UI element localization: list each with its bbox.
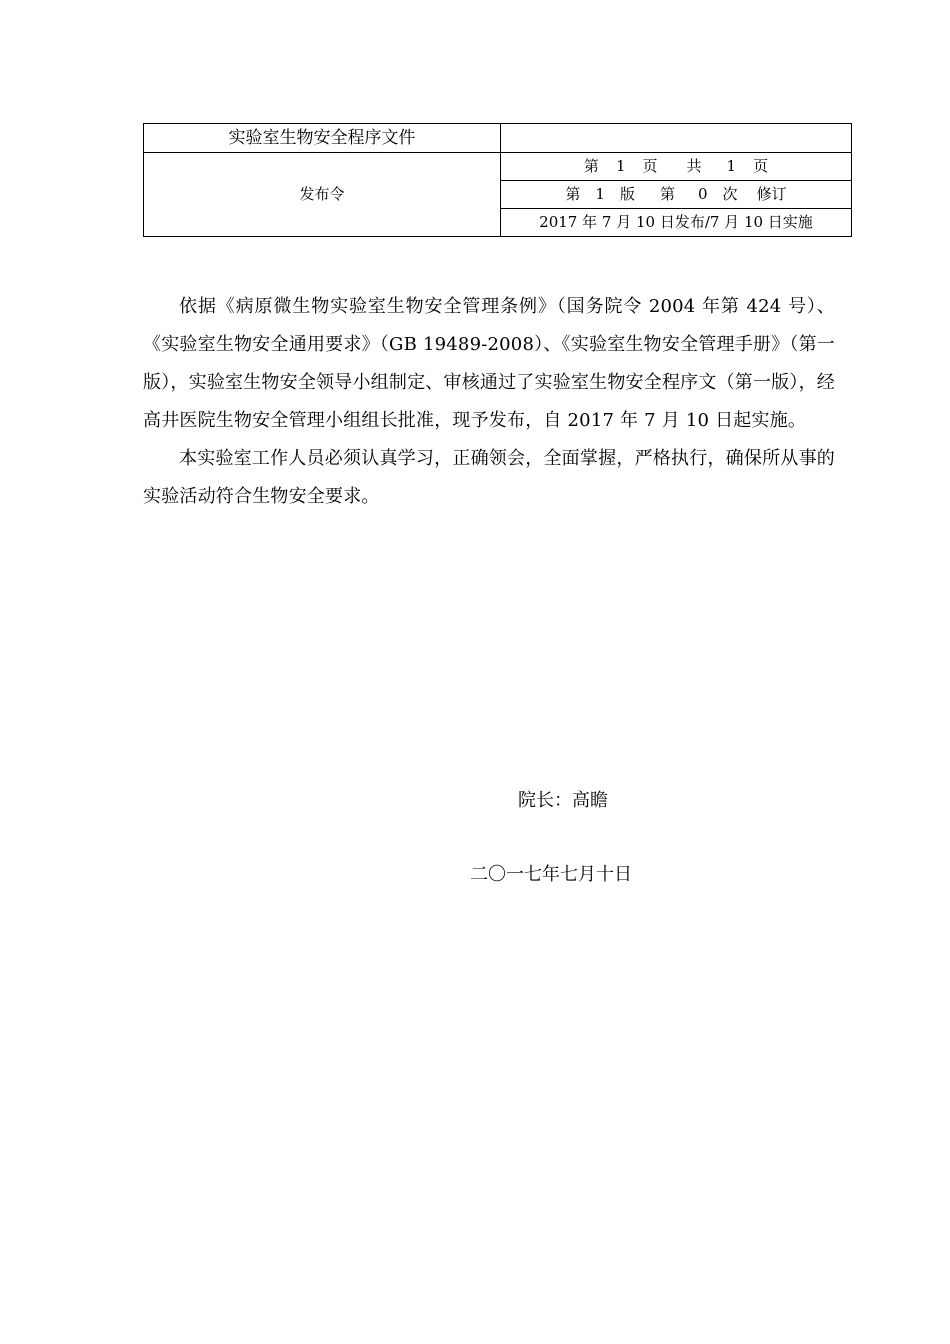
- page-info-part: 共: [686, 157, 702, 175]
- paragraph-basis: 依据《病原微生物实验室生物安全管理条例》（国务院令 2004 年第 424 号）、《实验室生物安全通用要求》（GB 19489-2008）、《实验室生物安全管理手册》（第一版），实验室生物安全领导小组制定、审核通过了实验室生物安全程序文（第一版），经高井医院生物安全管理小组组长批准，现予发布，自 2017 年 7 月 10 日起实施。: [143, 296, 835, 431]
- issue-dates: 2017 年 7 月 10 日发布/7 月 10 日实施: [501, 209, 852, 237]
- page-info: [501, 159, 851, 174]
- empty-cell: [501, 124, 852, 153]
- paragraph-requirement: 本实验室工作人员必须认真学习，正确领会，全面掌握，严格执行，确保所从事的实验活动符合生物安全要求。: [143, 448, 835, 507]
- revision-info-part: 第: [659, 185, 675, 203]
- page-info-part: 页: [753, 157, 769, 175]
- page-info-part: 第: [583, 157, 599, 175]
- document-header-table: [143, 123, 852, 237]
- revision-info: [501, 187, 851, 202]
- revision-info-part: 修订: [756, 185, 787, 203]
- document-title: 发布令: [144, 153, 501, 237]
- revision-info-part: 0: [698, 185, 708, 203]
- order-body: [143, 288, 835, 516]
- page-info-part: 1: [726, 157, 737, 175]
- revision-info-part: 次: [722, 185, 738, 203]
- page-info-cell: [501, 153, 852, 181]
- page-info-part: 页: [642, 157, 658, 175]
- signature-date: 二〇一七年七月十日: [470, 864, 632, 885]
- doc-type-cell: 实验室生物安全程序文件: [144, 124, 501, 153]
- revision-info-part: 1: [595, 185, 605, 203]
- president-signature: 院长：高瞻: [518, 790, 608, 811]
- revision-info-cell: [501, 181, 852, 209]
- revision-info-part: 第: [565, 185, 581, 203]
- revision-info-part: 版: [619, 185, 635, 203]
- page-info-part: 1: [615, 157, 626, 175]
